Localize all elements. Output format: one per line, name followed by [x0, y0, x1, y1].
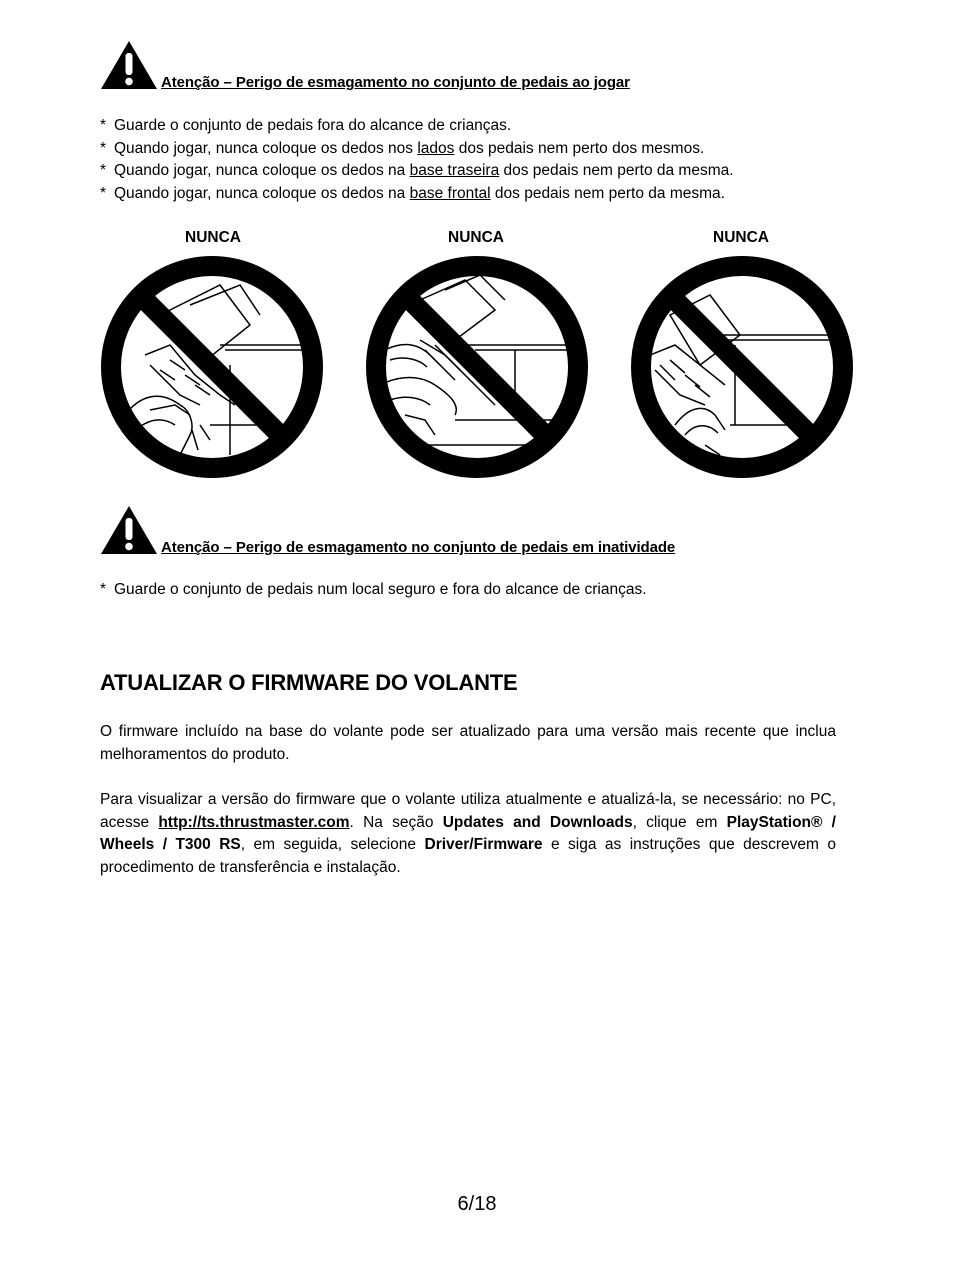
list-item: * Guarde o conjunto de pedais num local seguro e fora do alcance de crianças. — [100, 581, 647, 598]
illustration-label: NUNCA — [185, 229, 241, 246]
warning-triangle-icon — [100, 40, 158, 90]
warning-bullet-list — [100, 579, 647, 602]
page-number: 6/18 — [457, 1193, 497, 1215]
paragraph-instructions: Para visualizar a versão do firmware que o volante utiliza atualmente e atualizá-la, se necessário: no PC, acesse http://ts.thrustmaster.com. Na seção Updates and Downloads, clique em PlayStation® / Wheels / T300 RS, em seguida, selecione Driver/Firmware e siga as instruções que descrevem o procedimento de transferência e instalação. — [100, 791, 837, 876]
list-item: * Quando jogar, nunca coloque os dedos na base traseira dos pedais nem perto da mesma. — [100, 162, 734, 179]
paragraph-intro: O firmware incluído na base do volante pode ser atualizado para uma versão mais recente que inclua melhoramentos do produto. — [100, 723, 836, 763]
thrustmaster-link[interactable]: http://ts.thrustmaster.com — [158, 813, 350, 831]
warning-bullet-list — [100, 115, 734, 205]
prohibition-sign-icon — [630, 255, 854, 479]
section-heading: ATUALIZAR O FIRMWARE DO VOLANTE — [100, 670, 518, 695]
list-item: * Guarde o conjunto de pedais fora do alcance de crianças. — [100, 117, 512, 134]
warning-title: Atenção – Perigo de esmagamento no conjunto de pedais em inatividade — [161, 539, 676, 556]
list-item: * Quando jogar, nunca coloque os dedos na base frontal dos pedais nem perto da mesma. — [100, 184, 725, 202]
warning-triangle-icon — [100, 505, 158, 555]
prohibition-sign-icon — [365, 255, 589, 479]
list-item: * Quando jogar, nunca coloque os dedos nos lados dos pedais nem perto dos mesmos. — [100, 139, 705, 157]
warning-title: Atenção – Perigo de esmagamento no conjunto de pedais ao jogar — [161, 74, 630, 91]
warning-header-playing — [100, 40, 630, 90]
illustration-label: NUNCA — [448, 229, 504, 246]
illustration-label: NUNCA — [713, 229, 769, 246]
warning-header-inactive — [100, 505, 675, 555]
prohibition-sign-icon — [100, 255, 324, 479]
